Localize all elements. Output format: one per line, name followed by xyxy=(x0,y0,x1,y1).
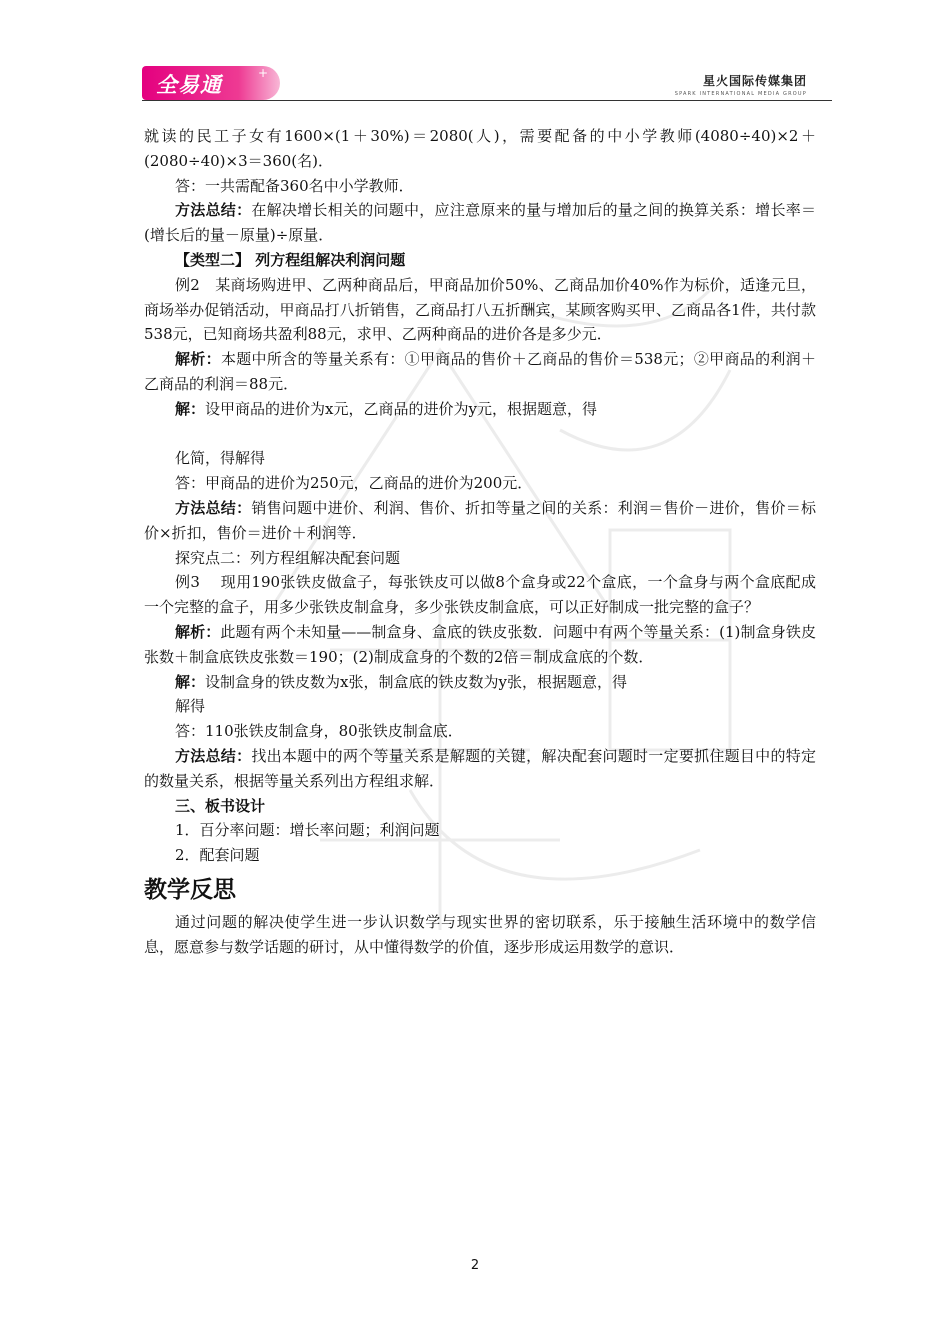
analysis: 解析：本题中所含的等量关系有：①甲商品的售价＋乙商品的售价＝538元；②甲商品的利润＋乙商品的利润＝88元． xyxy=(144,350,816,393)
list-item: 2．配套问题 xyxy=(175,846,260,865)
publisher-name-en: SPARK INTERNATIONAL MEDIA GROUP xyxy=(674,91,807,97)
solution: 解：设甲商品的进价为x元，乙商品的进价为y元，根据题意，得 xyxy=(175,399,597,418)
solution: 解：设制盒身的铁皮数为x张，制盒底的铁皮数为y张，根据题意，得 xyxy=(175,672,627,691)
document-body xyxy=(144,124,816,960)
answer: 答：110张铁皮制盒身，80张铁皮制盒底． xyxy=(175,722,463,741)
example-problem: 例2 某商场购进甲、乙两种商品后，甲商品加价50%、乙商品加价40%作为标价，适逢元旦，商场举办促销活动，甲商品打八折销售，乙商品打八五折酬宾，某顾客购买甲、乙商品各1件，共付款538元，已知商场共盈利88元，求甲、乙两种商品的进价各是多少元． xyxy=(144,275,816,344)
list-item: 1．百分率问题：增长率问题；利润问题 xyxy=(175,821,440,840)
paragraph: 就读的民工子女有1600×(1＋30%)＝2080(人)，需要配备的中小学教师(4080÷40)×2＋(2080÷40)×3＝360(名)． xyxy=(144,127,816,170)
type-heading: 【类型二】 列方程组解决利润问题 xyxy=(175,250,406,269)
subsection-heading: 探究点二：列方程组解决配套问题 xyxy=(175,548,401,567)
example-problem: 例3 现用190张铁皮做盒子，每张铁皮可以做8个盒身或22个盒底，一个盒身与两个盒底配成一个完整的盒子，用多少张铁皮制盒身，多少张铁皮制盒底，可以正好制成一批完整的盒子？ xyxy=(144,573,816,617)
brand-logo-text: 全易通 xyxy=(156,73,222,97)
page-header xyxy=(0,0,950,110)
paragraph: 化简，得解得 xyxy=(175,449,266,468)
method-summary: 方法总结：找出本题中的两个等量关系是解题的关键，解决配套问题时一定要抓住题目中的特定的数量关系，根据等量关系列出方程组求解． xyxy=(144,746,816,790)
publisher-mark xyxy=(675,72,807,97)
publisher-name-cn: 星火国际传媒集团 xyxy=(702,74,807,88)
page-number: 2 xyxy=(470,1258,480,1273)
brand-logo xyxy=(142,66,280,100)
logo-star-icon: + xyxy=(257,66,268,80)
answer: 答：甲商品的进价为250元，乙商品的进价为200元． xyxy=(175,474,533,493)
board-design-heading: 三、板书设计 xyxy=(175,796,266,815)
equation-placeholder xyxy=(144,422,816,447)
paragraph: 解得 xyxy=(175,697,206,716)
section-title: 教学反思 xyxy=(144,876,236,903)
header-divider xyxy=(142,100,832,101)
reflection-text: 通过问题的解决使学生进一步认识数学与现实世界的密切联系，乐于接触生活环境中的数学信息，愿意参与数学话题的研讨，从中懂得数学的价值，逐步形成运用数学的意识． xyxy=(144,912,816,956)
method-summary: 方法总结：在解决增长相关的问题中，应注意原来的量与增加后的量之间的换算关系：增长率＝(增长后的量－原量)÷原量． xyxy=(144,201,816,245)
paragraph: 答：一共需配备360名中小学教师． xyxy=(175,176,414,195)
method-summary: 方法总结：销售问题中进价、利润、售价、折扣等量之间的关系：利润＝售价－进价，售价＝标价×折扣，售价＝进价＋利润等． xyxy=(144,498,816,542)
analysis: 解析：此题有两个未知量——制盒身、盒底的铁皮张数．问题中有两个等量关系：(1)制盒身铁皮张数＋制盒底铁皮张数＝190；(2)制成盒身的个数的2倍＝制成盒底的个数． xyxy=(144,622,816,666)
